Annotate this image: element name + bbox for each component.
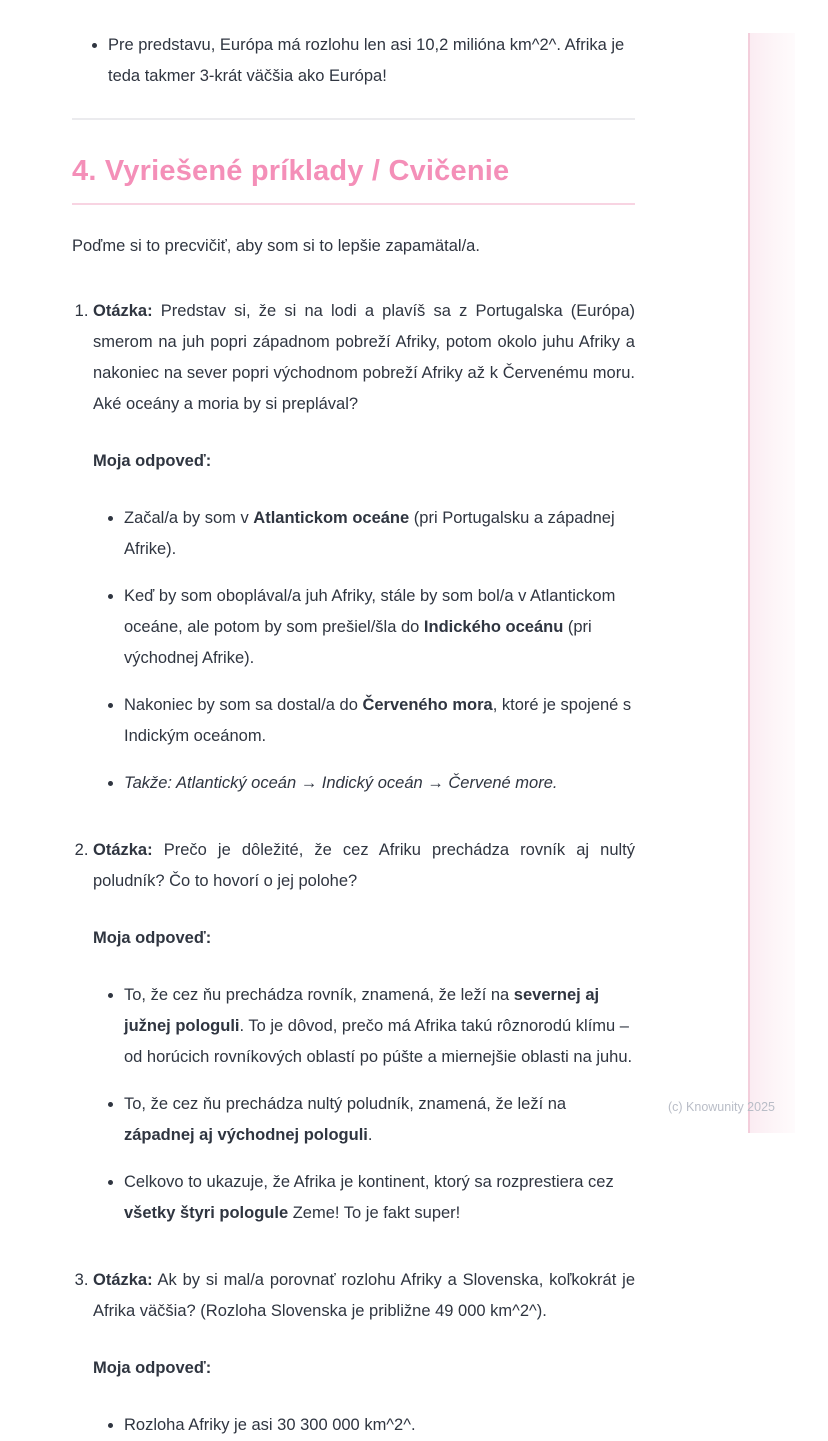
question-item [93,296,635,799]
answer-item: • To, že cez ňu prechádza nultý poludník, znamená, že leží na západnej aj východnej pologuli. [124,1089,635,1151]
question-item [93,1265,635,1441]
intro-bullet-list [72,30,635,92]
heading-underline [72,203,635,205]
answer-item: • To, že cez ňu prechádza rovník, znamená, že leží na severnej aj južnej pologuli. To je dôvod, prečo má Afrika takú rôznorodú klímu – od horúcich rovníkových oblastí po púšte a miernejšie oblasti na juhu. [124,980,635,1073]
question-list [72,296,635,1441]
document-content [72,0,635,1441]
answer-item: • Nakoniec by som sa dostal/a do Červeného mora, ktoré je spojené s Indickým oceánom. [124,690,635,752]
copyright-watermark: (c) Knowunity 2025 [667,1100,775,1114]
section-heading: 4. Vyriešené príklady / Cvičenie [72,155,510,188]
answer-label: Moja odpoveď: [93,451,212,470]
section-divider [72,118,635,120]
intro-bullet-item: • Pre predstavu, Európa má rozlohu len asi 10,2 milióna km^2^. Afrika je teda takmer 3-krát väčšia ako Európa! [108,30,635,92]
answer-label: Moja odpoveď: [93,929,212,948]
answer-item: • Začal/a by som v Atlantickom oceáne (pri Portugalsku a západnej Afrike). [124,503,635,565]
question-item [93,835,635,1229]
answer-item: • Keď by som oboplával/a juh Afriky, stále by som bol/a v Atlantickom oceáne, ale potom by som prešiel/šla do Indického oceánu (pri východnej Afrike). [124,581,635,674]
answer-list [93,1410,635,1441]
page-edge-strip [748,33,795,1133]
answer-list [93,503,635,799]
question-text: 3. Otázka: Ak by si mal/a porovnať rozlohu Afriky a Slovenska, koľkokrát je Afrika väčšia? (Rozloha Slovenska je približne 49 000 km^2^). [93,1271,635,1321]
lead-paragraph: Poďme si to precvičiť, aby som si to lepšie zapamätal/a. [72,236,480,255]
answer-list [93,980,635,1229]
answer-item: • Celkovo to ukazuje, že Afrika je kontinent, ktorý sa rozprestiera cez všetky štyri pologule Zeme! To je fakt super! [124,1167,635,1229]
question-text: 1. Otázka: Predstav si, že si na lodi a plavíš sa z Portugalska (Európa) smerom na juh popri západnom pobreží Afriky, potom okolo juhu Afriky a nakoniec na sever popri východnom pobreží Afriky až k Červenému moru. Aké oceány a moria by si preplával? [93,301,635,413]
question-text: 2. Otázka: Prečo je dôležité, že cez Afriku prechádza rovník aj nultý poludník? Čo to hovorí o jej polohe? [93,841,635,891]
answer-label: Moja odpoveď: [93,1359,212,1378]
answer-item: • Takže: Atlantický oceán → Indický oceán → Červené more. [124,768,635,799]
answer-item: • Rozloha Afriky je asi 30 300 000 km^2^. [124,1410,635,1441]
